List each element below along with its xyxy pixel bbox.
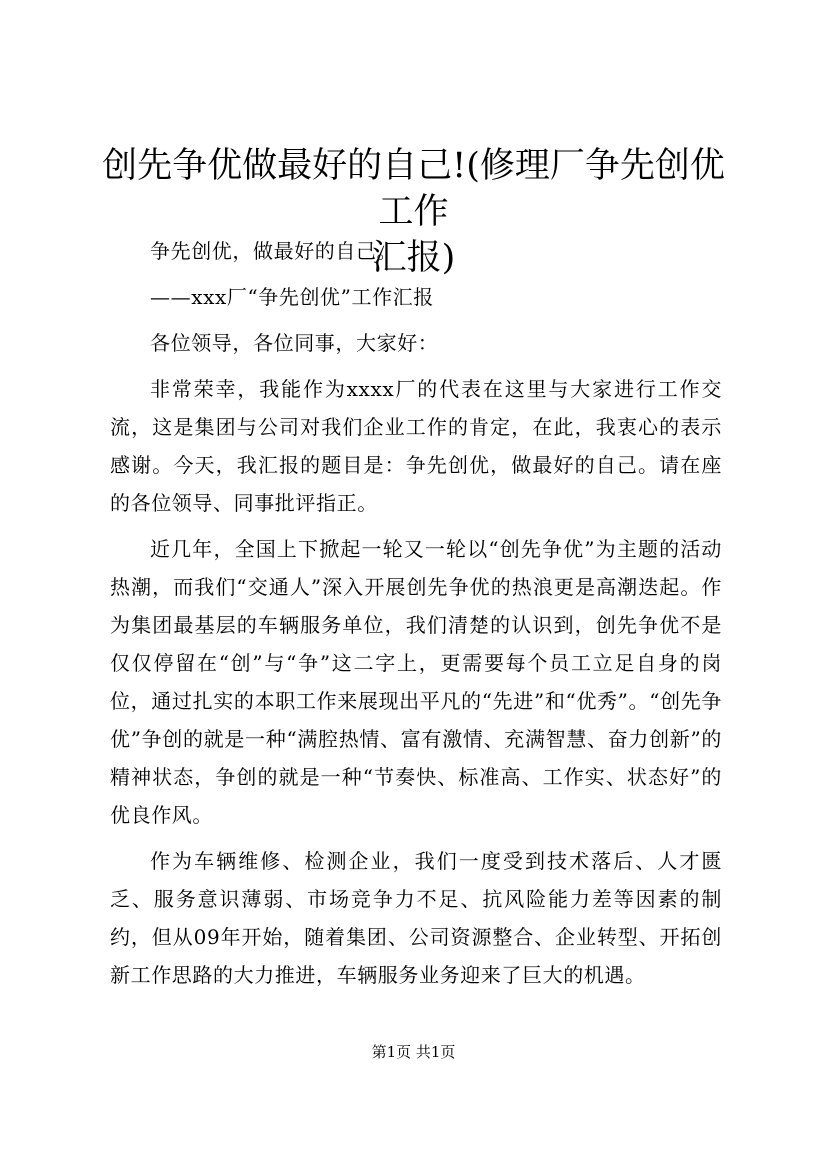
- paragraph-report-name: ——xxx厂“争先创优”工作汇报: [150, 285, 434, 309]
- paragraph-greeting: 各位领导，各位同事，大家好：: [150, 331, 439, 355]
- page-number-footer: 第1页 共1页: [371, 1043, 456, 1061]
- title-line-2: 汇报): [371, 238, 456, 278]
- paragraph-introduction: 非常荣幸，我能作为xxxx厂的代表在这里与大家进行工作交流，这是集团与公司对我们企业工作的肯定，在此，我衷心的表示感谢。今天，我汇报的题目是：争先创优，做最好的自己。请在座的各位领导、同事批评指正。: [110, 377, 722, 515]
- document-body: [110, 232, 722, 1002]
- paragraph-subtitle: 争先创优，做最好的自己。: [150, 239, 398, 263]
- title-line-1: 创先争优做最好的自己!(修理厂争先创优工作: [102, 146, 725, 232]
- paragraph-enterprise: 作为车辆维修、检测企业，我们一度受到技术落后、人才匮乏、服务意识薄弱、市场竞争力不足、抗风险能力差等因素的制约，但从09年开始，随着集团、公司资源整合、企业转型、开拓创新工作思路的大力推进，车辆服务业务迎来了巨大的机遇。: [110, 849, 722, 987]
- paragraph-background: 近几年，全国上下掀起一轮又一轮以“创先争优”为主题的活动热潮，而我们“交通人”深入开展创先争优的热浪更是高潮迭起。作为集团最基层的车辆服务单位，我们清楚的认识到，创先争优不是仅仅停留在“创”与“争”这二字上，更需要每个员工立足自身的岗位，通过扎实的本职工作来展现出平凡的“先进”和“优秀”。“创先争优”争创的就是一种“满腔热情、富有激情、充满智慧、奋力创新”的精神状态，争创的就是一种“节奏快、标准高、工作实、状态好”的优良作风。: [110, 537, 722, 827]
